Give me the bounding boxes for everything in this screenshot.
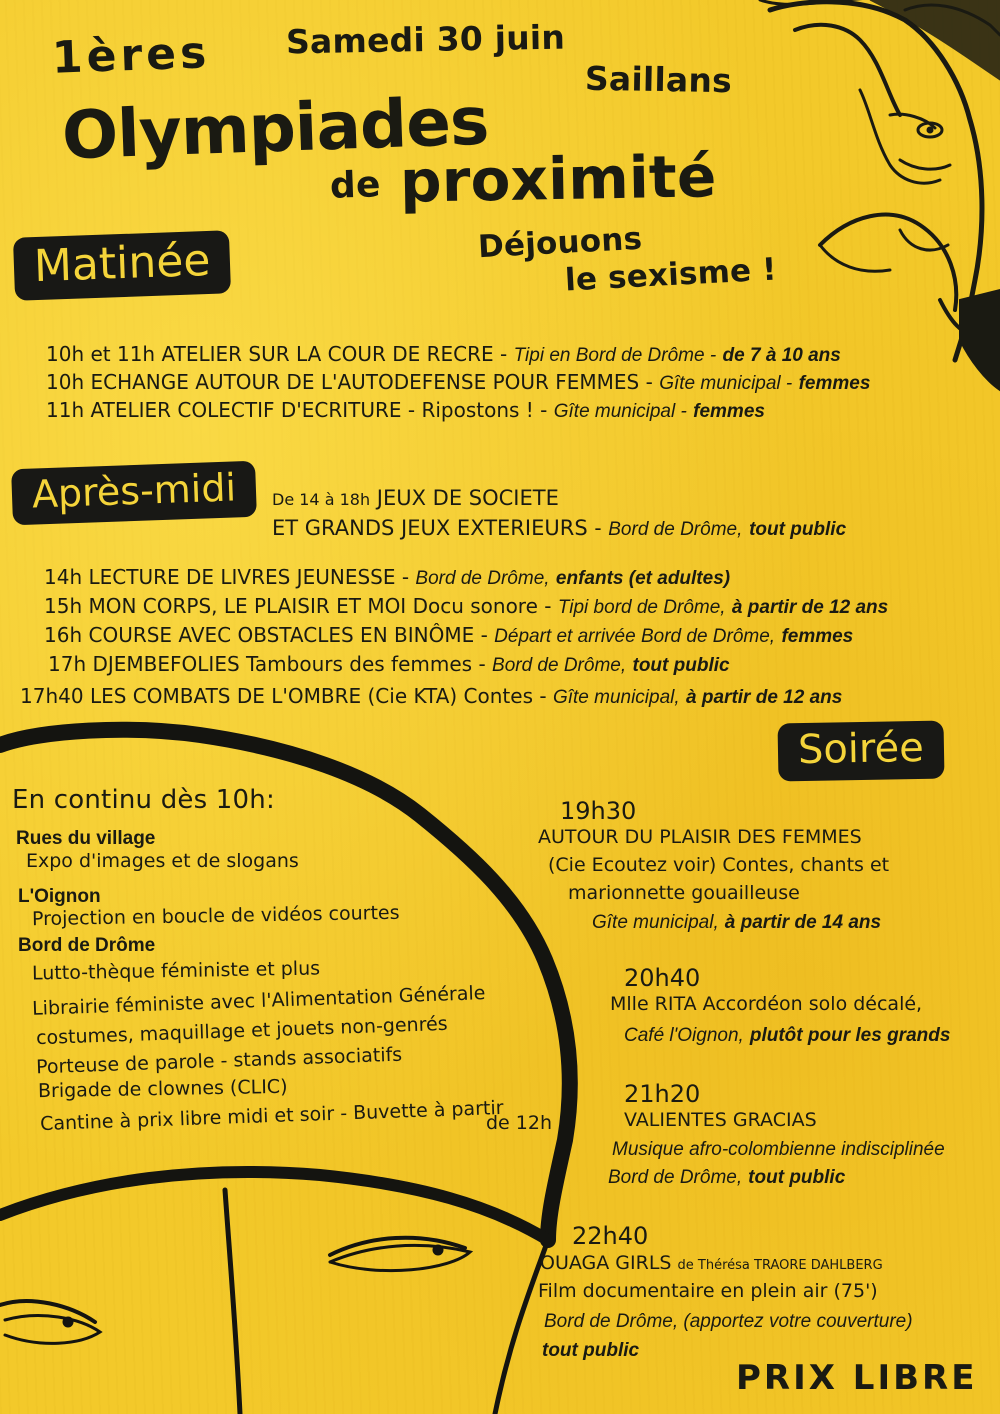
row-place: Tipi en Bord de Drôme - [513, 345, 717, 366]
continu-heading: En continu dès 10h: [12, 785, 275, 815]
price-label: PRIX LIBRE [736, 1358, 978, 1398]
row-place: Tipi bord de Drôme, [557, 597, 726, 618]
row-title: DJEMBEFOLIES Tambours des femmes [92, 652, 473, 676]
row-audience: femmes [798, 373, 871, 394]
soiree-time: 22h40 [572, 1222, 649, 1250]
row-time: 10h [46, 370, 85, 394]
row-sep: - [544, 594, 552, 618]
row-time: 11h [46, 398, 85, 422]
edition-label: 1ères [51, 27, 212, 84]
section-heading-matinee: Matinée [13, 230, 232, 301]
lead-sep: - [594, 516, 602, 540]
apres-midi-row [44, 623, 853, 648]
lead-title-2: ET GRANDS JEUX EXTERIEURS [272, 516, 588, 540]
row-time: 16h [44, 623, 83, 647]
continu-location: Bord de Drôme [18, 935, 156, 956]
soiree-place: Bord de Drôme, [608, 1167, 743, 1188]
row-audience: à partir de 12 ans [731, 597, 889, 618]
row-title: LES COMBATS DE L'OMBRE (Cie KTA) Contes [89, 684, 533, 708]
continu-location: Rues du village [16, 828, 156, 849]
continu-activity: Cantine à prix libre midi et soir - Buvette à partir [39, 1096, 504, 1136]
event-place: Saillans [584, 58, 733, 101]
slogan-line-1: Déjouons [477, 220, 644, 266]
continu-activity: Projection en boucle de vidéos courtes [31, 901, 400, 931]
slogan-line-2: le sexisme ! [564, 251, 778, 299]
row-place: Bord de Drôme, [415, 568, 550, 589]
row-audience: femmes [781, 626, 854, 647]
soiree-line: Mlle RITA Accordéon solo décalé, [610, 993, 923, 1015]
poster-title: Olympiades [60, 82, 490, 175]
apres-midi-lead-2 [272, 516, 846, 541]
lead-audience: tout public [749, 519, 847, 540]
row-title: ATELIER SUR LA COUR DE RECRE [161, 342, 494, 366]
matinee-row [46, 342, 841, 367]
row-place: Gîte municipal, [552, 687, 680, 708]
row-time: 10h et 11h [46, 342, 156, 366]
soiree-place-line [592, 911, 881, 934]
soiree-audience: tout public [542, 1340, 640, 1361]
soiree-line [544, 1310, 913, 1333]
row-place: Bord de Drôme, [492, 655, 627, 676]
row-sep: - [539, 684, 547, 708]
row-title: ATELIER COLECTIF D'ECRITURE - Ripostons ! [90, 398, 534, 422]
soiree-place: Café l'Oignon, [624, 1025, 744, 1046]
soiree-place: Gîte municipal, [592, 912, 719, 933]
matinee-row [46, 398, 765, 423]
apres-midi-row [44, 594, 888, 619]
row-place: Départ et arrivée Bord de Drôme, [494, 626, 776, 647]
row-title: MON CORPS, LE PLAISIR ET MOI Docu sonore [88, 594, 538, 618]
lead-title-1: JEUX DE SOCIETE [376, 486, 559, 510]
continu-location: L'Oignon [18, 886, 101, 907]
continu-activity: Librairie féministe avec l'Alimentation Générale [31, 982, 486, 1020]
apres-midi-row [48, 652, 730, 677]
soiree-line: VALIENTES GRACIAS [624, 1109, 817, 1131]
row-sep: - [645, 370, 653, 394]
soiree-description: Musique afro-colombienne indisciplinée [612, 1139, 945, 1160]
row-time: 15h [44, 594, 83, 618]
soiree-line [540, 1252, 883, 1274]
row-audience: à partir de 12 ans [686, 687, 843, 708]
apres-midi-lead [272, 486, 559, 510]
apres-midi-row [44, 565, 730, 590]
row-sep: - [401, 565, 410, 589]
soiree-place-line [542, 1339, 639, 1362]
continu-activity: Brigade de clownes (CLIC) [37, 1075, 288, 1103]
row-place: Gîte municipal - [659, 373, 793, 394]
continu-activity: Expo d'images et de slogans [26, 850, 299, 872]
lead-time: De 14 à 18h [272, 490, 371, 509]
soiree-place-line [624, 1024, 950, 1047]
lead-place: Bord de Drôme, [608, 519, 743, 540]
soiree-line: AUTOUR DU PLAISIR DES FEMMES [538, 826, 862, 848]
soiree-time: 19h30 [560, 797, 637, 825]
poster-title-proximite: proximité [399, 142, 718, 216]
soiree-time: 21h20 [624, 1080, 701, 1108]
film-title: OUAGA GIRLS [540, 1252, 672, 1274]
soiree-line: marionnette gouailleuse [568, 882, 800, 904]
continu-activity: costumes, maquillage et jouets non-genrés [35, 1012, 448, 1050]
soiree-line: Film documentaire en plein air (75') [538, 1280, 878, 1302]
row-title: LECTURE DE LIVRES JEUNESSE [88, 565, 396, 589]
section-heading-apres-midi: Après-midi [11, 461, 257, 525]
row-time: 17h40 [20, 684, 84, 708]
soiree-audience: tout public [748, 1167, 846, 1188]
event-date: Samedi 30 juin [285, 17, 566, 62]
soiree-audience: plutôt pour les grands [749, 1025, 951, 1046]
film-director: de Thérésa TRAORE DAHLBERG [677, 1258, 883, 1273]
row-sep: - [540, 398, 548, 422]
row-title: ECHANGE AUTOUR DE L'AUTODEFENSE POUR FEMMES [90, 370, 640, 394]
row-time: 17h [48, 652, 87, 676]
row-sep: - [500, 342, 508, 366]
continu-activity: de 12h [486, 1112, 553, 1134]
row-audience: femmes [693, 401, 765, 422]
continu-activity: Porteuse de parole - stands associatifs [35, 1043, 403, 1079]
continu-activity: Lutto-thèque féministe et plus [31, 957, 321, 985]
soiree-time: 20h40 [624, 964, 701, 992]
row-audience: tout public [632, 655, 730, 676]
soiree-line: (Cie Ecoutez voir) Contes, chants et [548, 854, 890, 876]
row-time: 14h [44, 565, 83, 589]
soiree-audience: à partir de 14 ans [724, 912, 882, 933]
row-audience: de 7 à 10 ans [722, 345, 841, 366]
row-place: Gîte municipal - [553, 401, 687, 422]
apres-midi-row [20, 684, 842, 709]
poster-title-de: de [329, 164, 382, 207]
soiree-place-line [608, 1166, 845, 1189]
row-sep: - [478, 652, 486, 676]
row-sep: - [480, 623, 488, 647]
section-heading-soiree: Soirée [778, 721, 945, 782]
soiree-place: Bord de Drôme, (apportez votre couverture) [544, 1311, 913, 1332]
woman-face-drawing [760, 0, 1000, 390]
soiree-line [612, 1138, 945, 1161]
matinee-row [46, 370, 870, 395]
row-audience: enfants (et adultes) [555, 568, 731, 589]
row-title: COURSE AVEC OBSTACLES EN BINÔME [88, 623, 475, 647]
